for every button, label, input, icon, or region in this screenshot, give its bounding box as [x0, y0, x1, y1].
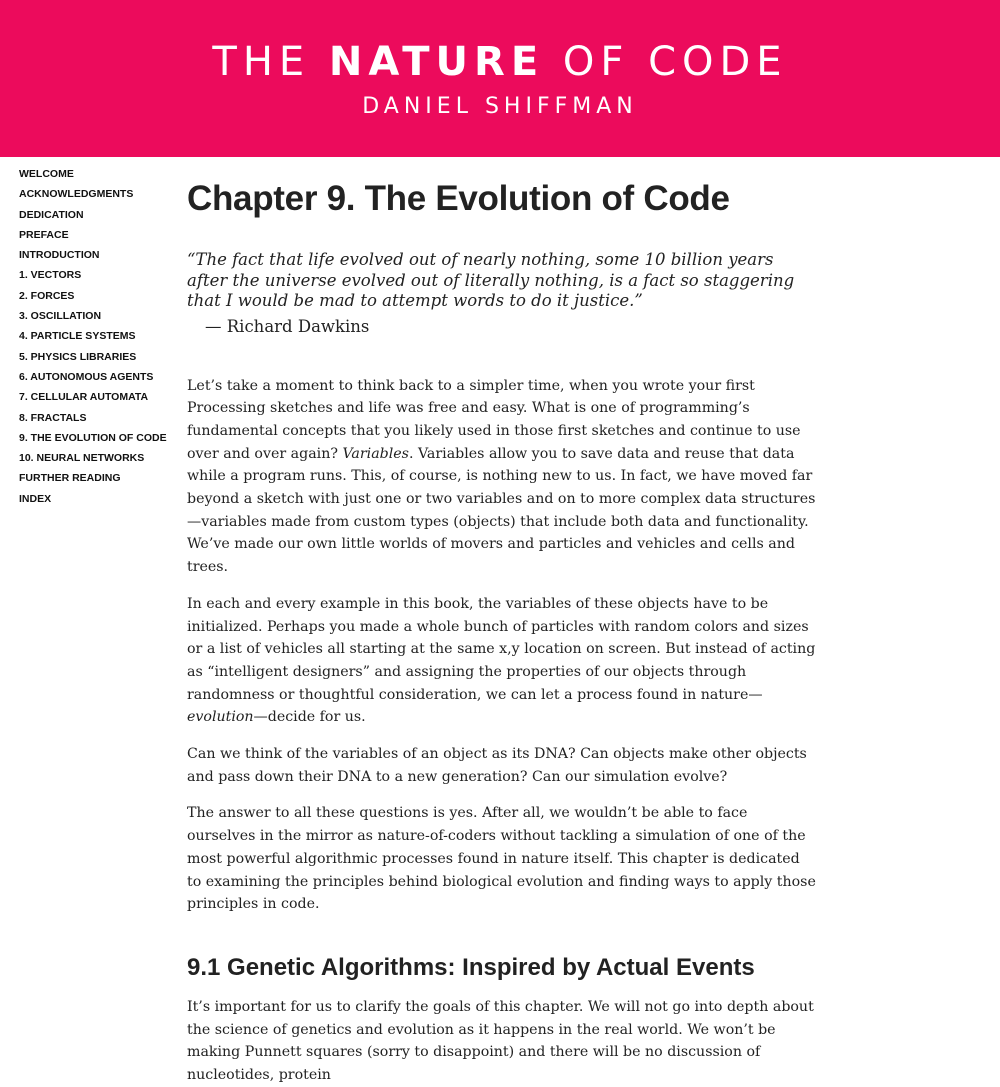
emphasis-variables: Variables	[342, 445, 409, 462]
sidebar-item-dedication[interactable]: DEDICATION	[19, 208, 84, 221]
sidebar-item-further-reading[interactable]: FURTHER READING	[19, 472, 121, 485]
paragraph: It’s important for us to clarify the goals of this chapter. We will not go into depth about the science of genetics and evolution as it happens in the real world. We won’t be making Punnett squares (sorry to disappoint) and there will be no discussion of nucleotides, protein	[187, 998, 814, 1084]
epigraph	[187, 250, 817, 338]
sidebar-item-index[interactable]: INDEX	[19, 492, 52, 505]
sidebar-item-acknowledgments[interactable]: ACKNOWLEDGMENTS	[19, 188, 134, 201]
sidebar-item-neural-networks[interactable]: 10. NEURAL NETWORKS	[19, 452, 145, 465]
sidebar-item-cellular-automata[interactable]: 7. CELLULAR AUTOMATA	[19, 391, 149, 404]
site-title-part2: OF CODE	[544, 39, 788, 85]
site-title-strong: NATURE	[328, 39, 545, 85]
paragraph-text: . Variables allow you to save data and reuse that data while a program runs. This, of course, is nothing new to us. In fact, we have moved far beyond a sketch with just one or two variables and on to more complex data structures—variables made from custom types (objects) that include both data and functionality. We’ve made our own little worlds of movers and particles and vehicles and cells and trees.	[187, 445, 816, 576]
sidebar-item-evolution-of-code[interactable]: 9. THE EVOLUTION OF CODE	[19, 431, 167, 444]
sidebar-item-forces[interactable]: 2. FORCES	[19, 289, 75, 302]
paragraph: Can we think of the variables of an object as its DNA? Can objects make other objects and pass down their DNA to a new generation? Can our simulation evolve?	[187, 746, 807, 785]
emphasis-evolution: evolution	[187, 709, 254, 726]
paragraph-text: Let’s take a moment to think back to a simpler time, when you wrote your first Processing sketches and life was free and easy. What is one of programming’s fundamental concepts that you likely used in those first sketches and continue to use over and over again?	[187, 377, 801, 462]
sidebar-nav	[19, 164, 179, 509]
paragraph-text: In each and every example in this book, the variables of these objects have to be initialized. Perhaps you made a whole bunch of particles with random colors and sizes or a list of vehicles all starting at the same x,y location on screen. But instead of acting as “intelligent designers” and assigning the properties of our objects through randomness or thoughtful consideration, we can let a process found in nature—	[187, 595, 816, 703]
paragraph: The answer to all these questions is yes. After all, we wouldn’t be able to face ourselves in the mirror as nature-of-coders without tackling a simulation of one of the most powerful algorithmic processes found in nature itself. This chapter is dedicated to examining the principles behind biological evolution and finding ways to apply those principles in code.	[187, 805, 816, 913]
section-heading: 9.1 Genetic Algorithms: Inspired by Actual Events	[187, 953, 755, 981]
sidebar-item-preface[interactable]: PREFACE	[19, 228, 69, 241]
main-content	[187, 176, 817, 1087]
site-title[interactable]	[0, 38, 1000, 86]
sidebar-item-welcome[interactable]: WELCOME	[19, 168, 74, 180]
epigraph-quote: “The fact that life evolved out of nearly nothing, some 10 billion years after the universe evolved out of literally nothing, is a fact so staggering that I would be mad to attempt words to do it justice.”	[187, 250, 795, 310]
sidebar-item-fractals[interactable]: 8. FRACTALS	[19, 411, 87, 424]
sidebar-item-oscillation[interactable]: 3. OSCILLATION	[19, 310, 102, 323]
epigraph-author: — Richard Dawkins	[205, 316, 370, 336]
paragraph	[187, 593, 817, 729]
sidebar-item-particle-systems[interactable]: 4. PARTICLE SYSTEMS	[19, 330, 136, 343]
sidebar-item-physics-libraries[interactable]: 5. PHYSICS LIBRARIES	[19, 350, 137, 363]
site-header	[0, 0, 1000, 157]
paragraph	[187, 375, 817, 579]
site-title-part1: THE	[212, 39, 329, 85]
site-author: DANIEL SHIFFMAN	[362, 94, 638, 119]
sidebar-item-autonomous-agents[interactable]: 6. AUTONOMOUS AGENTS	[19, 370, 154, 383]
chapter-title: Chapter 9. The Evolution of Code	[187, 179, 730, 218]
paragraph-text: —decide for us.	[253, 709, 366, 726]
sidebar-item-vectors[interactable]: 1. VECTORS	[19, 269, 82, 282]
sidebar-item-introduction[interactable]: INTRODUCTION	[19, 249, 100, 262]
